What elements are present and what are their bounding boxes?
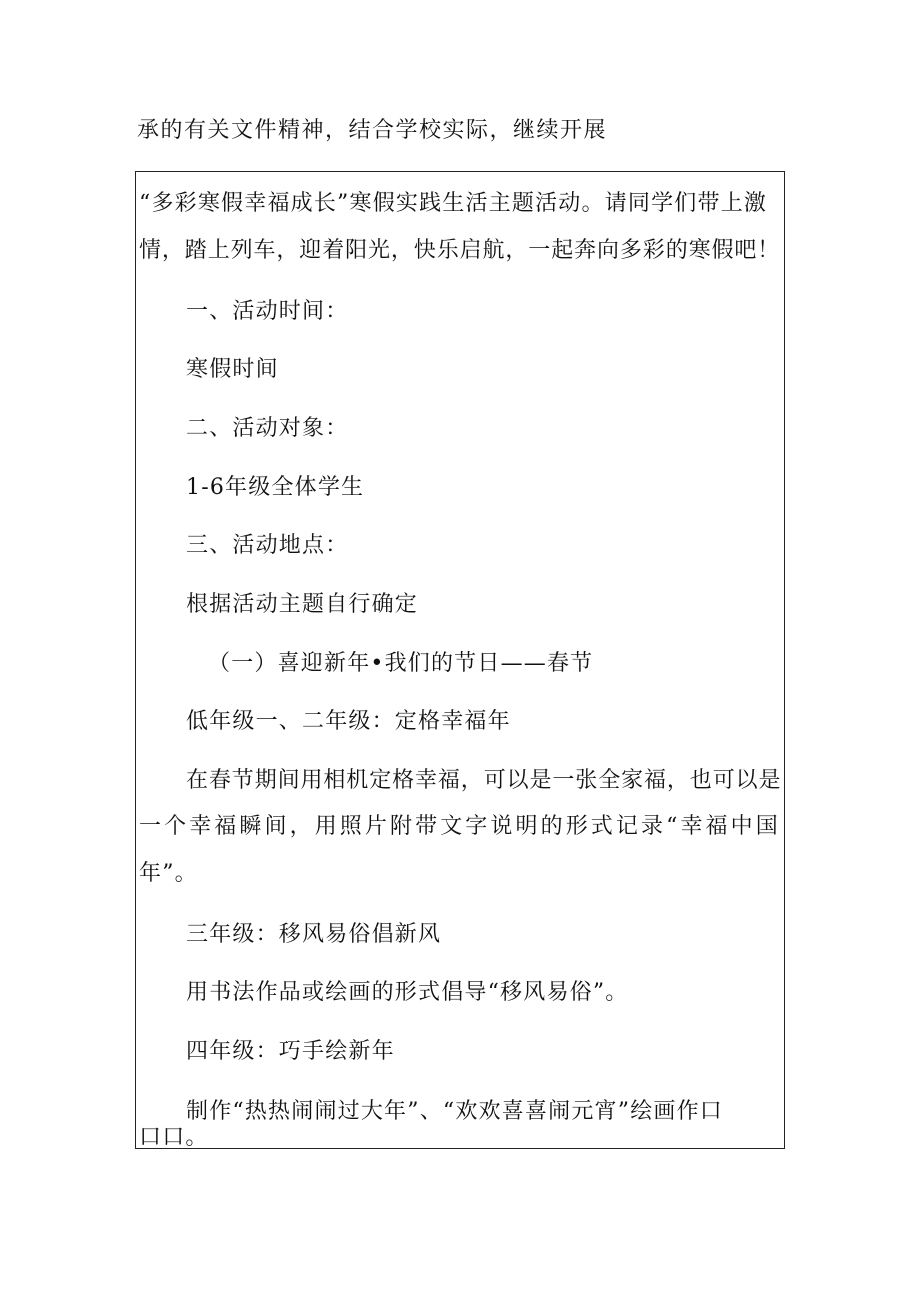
content-frame [135,171,785,1149]
subsection-heading-spring-festival: （一）喜迎新年•我们的节日——春节 [208,651,594,676]
grade-desc-four-line-2: 口口。 [139,1125,209,1149]
grade-desc-low-line-3: 年”。 [139,861,198,886]
grade-heading-three: 三年级：移风易俗倡新风 [186,922,442,947]
grade-desc-low-line-1: 在春节期间用相机定格幸福，可以是一张全家福，也可以是 [186,768,782,793]
section-heading-target: 二、活动对象： [186,416,349,441]
section-heading-place: 三、活动地点： [186,533,349,558]
section-value-target: 1-6年级全体学生 [186,475,365,500]
intro-line-1: “多彩寒假幸福成长”寒假实践生活主题活动。请同学们带上激 [139,191,768,216]
section-value-time: 寒假时间 [186,357,279,382]
grade-desc-three: 用书法作品或绘画的形式倡导“移风易俗”。 [186,980,629,1005]
grade-desc-four-line-1: 制作“热热闹闹过大年”、“欢欢喜喜闹元宵”绘画作口 [186,1099,723,1124]
grade-desc-low-line-2: 一个幸福瞬间，用照片附带文字说明的形式记录“幸福中国 [139,814,781,839]
section-heading-time: 一、活动时间： [186,299,349,324]
lead-paragraph-line: 承的有关文件精神，结合学校实际，继续开展 [137,118,608,143]
intro-line-2: 情，踏上列车，迎着阳光，快乐启航，一起奔向多彩的寒假吧！ [139,238,781,263]
grade-heading-low: 低年级一、二年级：定格幸福年 [186,709,511,734]
section-value-place: 根据活动主题自行确定 [186,592,419,617]
grade-heading-four: 四年级：巧手绘新年 [186,1039,395,1064]
